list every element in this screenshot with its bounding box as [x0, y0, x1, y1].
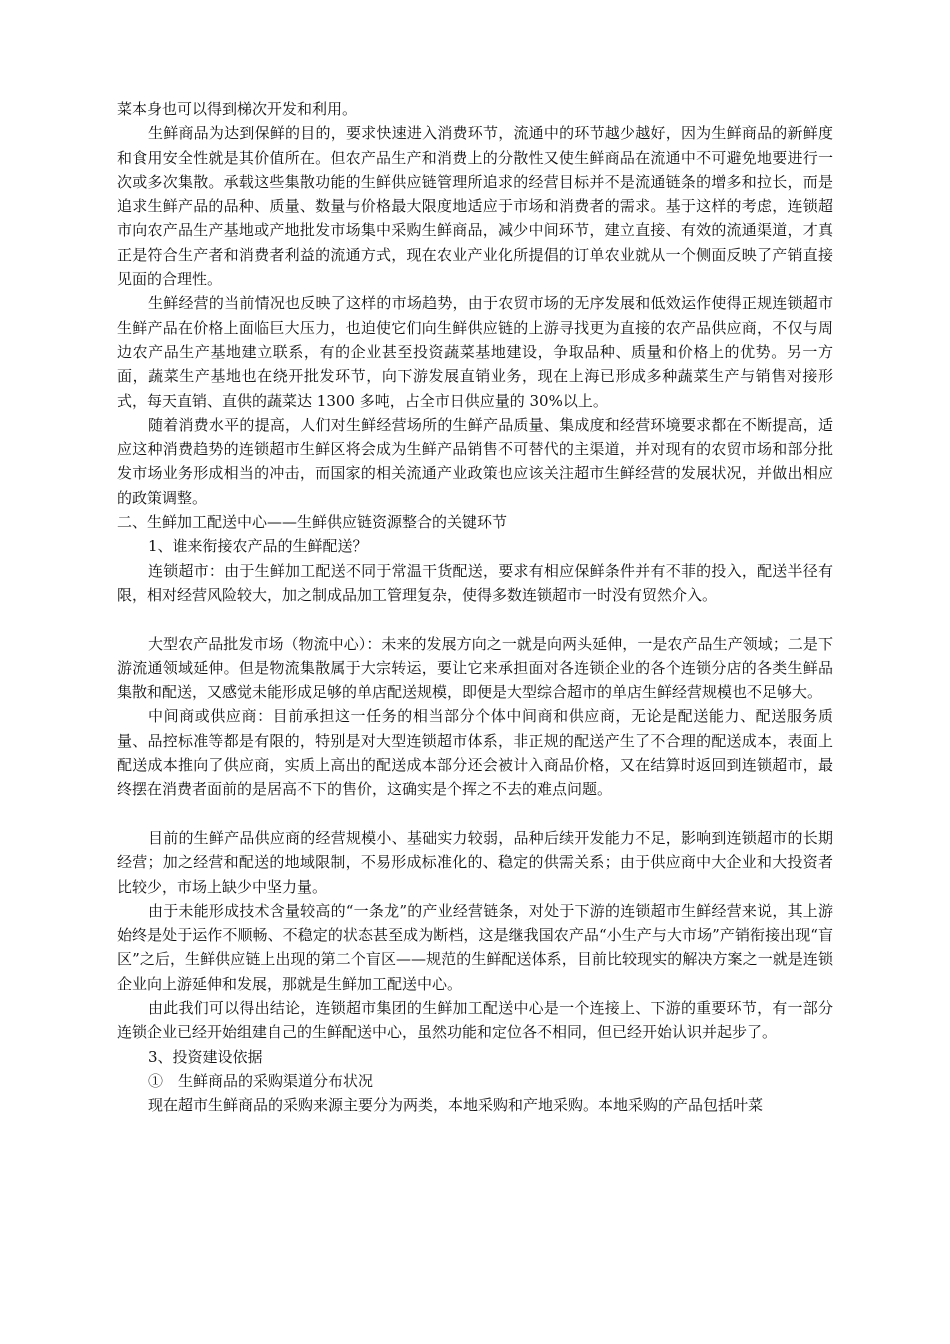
paragraph-continuation: 菜本身也可以得到梯次开发和利用。: [117, 100, 358, 118]
paragraph-wholesale-markets: 大型农产品批发市场（物流中心）：未来的发展方向之一就是向两头延伸，一是农产品生产领域；二是下游流通领域延伸。但是物流集散属于大宗转运，要让它来承担面对各连锁企业的各个连锁分店的各类生鲜品集散和配送，又感觉未能形成足够的单店配送规模，即便是大型综合超市的单店生鲜经营规模也不足够大。: [117, 634, 833, 702]
paragraph-supplier-scale: 目前的生鲜产品供应商的经营规模小、基础实力较弱，品种后续开发能力不足，影响到连锁超市的长期经营；加之经营和配送的地域限制，不易形成标准化的、稳定的供需关系；由于供应商中大企业和大投资者比较少，市场上缺少中坚力量。: [117, 828, 833, 896]
paragraph-consumption-level: 随着消费水平的提高，人们对生鲜经营场所的生鲜产品质量、集成度和经营环境要求都在不断提高，适应这种消费趋势的连锁超市生鲜区将会成为生鲜产品销售不可替代的主渠道，并对现有的农贸市场和部分批发市场业务形成相当的冲击，而国家的相关流通产业政策也应该关注超市生鲜经营的发展状况，并做出相应的政策调整。: [117, 415, 833, 507]
paragraph-industry-chain: 由于未能形成技术含量较高的“一条龙”的产业经营链条，对处于下游的连锁超市生鲜经营来说，其上游始终是处于运作不顺畅、不稳定的状态甚至成为断档，这是继我国农产品“小生产与大市场”产销衔接出现“盲区”之后，生鲜供应链上出现的第二个盲区——规范的生鲜配送体系，目前比较现实的解决方案之一就是连锁企业向上游延伸和发展，那就是生鲜加工配送中心。: [117, 901, 833, 993]
paragraph-chain-supermarkets: 连锁超市：由于生鲜加工配送不同于常温干货配送，要求有相应保鲜条件并有不菲的投入，配送半径有限，相对经营风险较大，加之制成品加工管理复杂，使得多数连锁超市一时没有贸然介入。: [117, 561, 833, 604]
paragraph-procurement-sources: 现在超市生鲜商品的采购来源主要分为两类，本地采购和产地采购。本地采购的产品包括叶菜: [148, 1096, 764, 1115]
subheading-who-connects: 1、谁来衔接农产品的生鲜配送？: [148, 537, 368, 556]
document-body: [117, 97, 833, 1117]
paragraph-middlemen-suppliers: 中间商或供应商：目前承担这一任务的相当部分个体中间商和供应商，无论是配送能力、配送服务质量、品控标准等都是有限的，特别是对大型连锁超市体系，非正规的配送产生了不合理的配送成本，表面上配送成本推向了供应商，实质上高出的配送成本部分还会被计入商品价格，又在结算时返回到连锁超市，最终摆在消费者面前的是居高不下的售价，这确实是个挥之不去的难点问题。: [117, 707, 833, 799]
paragraph-market-trend: 生鲜经营的当前情况也反映了这样的市场趋势，由于农贸市场的无序发展和低效运作使得正规连锁超市生鲜产品在价格上面临巨大压力，也迫使它们向生鲜供应链的上游寻找更为直接的农产品供应商，不仅与周边农产品生产基地建立联系，有的企业甚至投资蔬菜基地建设，争取品种、质量和价格上的优势。另一方面，蔬菜生产基地也在绕开批发环节，向下游发展直销业务，现在上海已形成多种蔬菜生产与销售对接形式，每天直销、直供的蔬菜达 1300 多吨，占全市日供应量的 30%以上。: [117, 294, 833, 410]
subheading-investment-basis: 3、投资建设依据: [148, 1047, 263, 1066]
paragraph-fresh-goods-circulation: 生鲜商品为达到保鲜的目的，要求快速进入消费环节，流通中的环节越少越好，因为生鲜商品的新鲜度和食用安全性就是其价值所在。但农产品生产和消费上的分散性又使生鲜商品在流通中不可避免地要进行一次或多次集散。承载这些集散功能的生鲜供应链管理所追求的经营目标并不是流通链条的增多和拉长，而是追求生鲜产品的品种、质量、数量与价格最大限度地适应于市场和消费者的需求。基于这样的考虑，连锁超市向农产品生产基地或产地批发市场集中采购生鲜商品，减少中间环节，建立直接、有效的流通渠道，才真正是符合生产者和消费者利益的流通方式，现在农业产业化所提倡的订单农业就从一个侧面反映了产销直接见面的合理性。: [117, 124, 833, 289]
subheading-procurement-channels: ① 生鲜商品的采购渠道分布状况: [148, 1071, 374, 1090]
section-heading-2: 二、生鲜加工配送中心——生鲜供应链资源整合的关键环节: [117, 513, 508, 532]
paragraph-conclusion: 由此我们可以得出结论，连锁超市集团的生鲜加工配送中心是一个连接上、下游的重要环节，有一部分连锁企业已经开始组建自己的生鲜配送中心，虽然功能和定位各不相同，但已经开始认识并起步了。: [117, 998, 833, 1042]
